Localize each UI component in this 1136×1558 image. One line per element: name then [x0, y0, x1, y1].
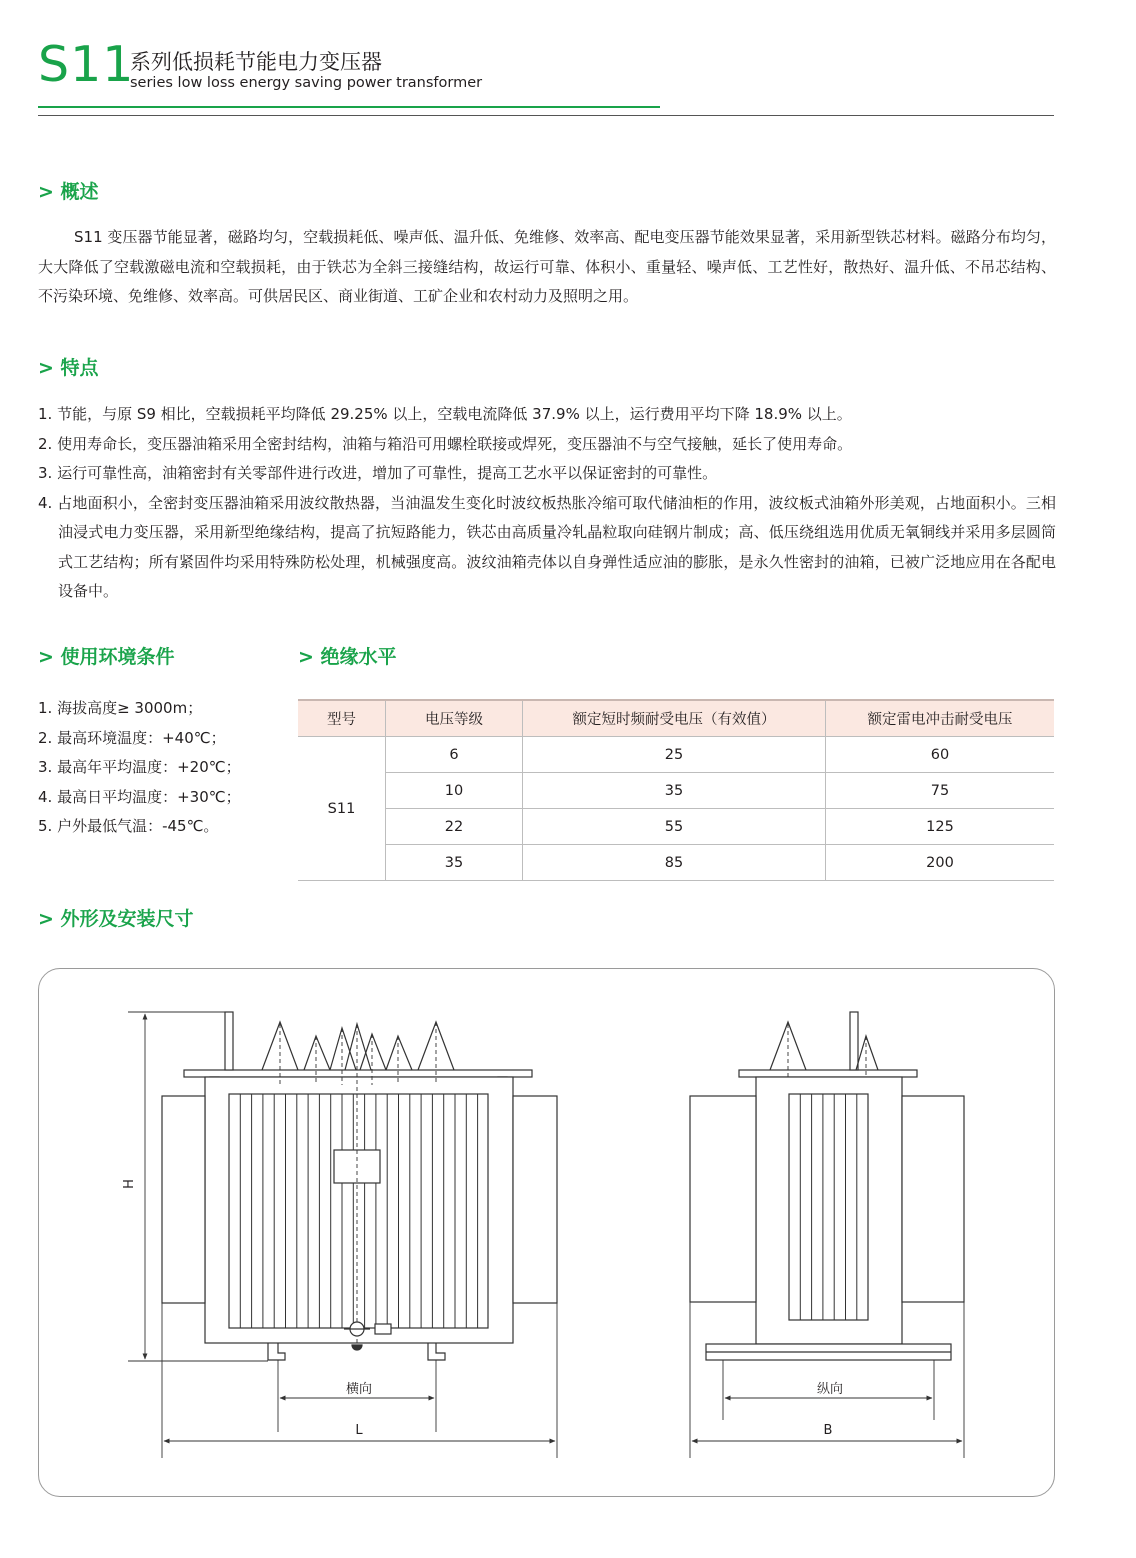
model-number: S11: [38, 36, 135, 93]
overview-heading: > 概述: [38, 181, 99, 203]
table-cell: 75: [826, 773, 1055, 809]
column-header: 型号: [298, 700, 386, 737]
list-item: 1. 海拔高度≥ 3000m；: [38, 699, 203, 717]
table-cell: 35: [523, 773, 826, 809]
table-cell: 10: [386, 773, 523, 809]
list-item: 4. 最高日平均温度：+30℃；: [38, 787, 241, 806]
table-cell: 25: [523, 737, 826, 773]
page-subtitle: series low loss energy saving power transformer: [130, 75, 483, 91]
table-cell: 55: [523, 809, 826, 845]
list-item: 5. 户外最低气温：-45℃。: [38, 817, 219, 835]
table-cell: 6: [386, 737, 523, 773]
dimension-label-b: B: [823, 1423, 833, 1438]
list-item: 2. 使用寿命长，变压器油箱采用全密封结构，油箱与箱沿可用螺栓联接或焊死，变压器油不与空气接触，延长了使用寿命。: [38, 434, 853, 453]
front-view: [128, 1012, 557, 1458]
features-heading: > 特点: [38, 357, 99, 379]
dimension-label-l: L: [355, 1423, 363, 1438]
table-cell-model: S11: [298, 737, 386, 881]
dimension-label-longitudinal: 纵向: [816, 1382, 844, 1397]
page-title: 系列低损耗节能电力变压器: [130, 50, 382, 74]
column-header: 额定短时频耐受电压（有效值）: [523, 700, 826, 737]
table-cell: 22: [386, 809, 523, 845]
insulation-heading: > 绝缘水平: [298, 646, 397, 668]
dimension-label-transverse: 横向: [345, 1382, 373, 1397]
dimensions-heading: > 外形及安装尺寸: [38, 908, 194, 930]
overview-text: S11 变压器节能显著，磁路均匀，空载损耗低、噪声低、温升低、免维修、效率高、配电变压器节能效果显著，采用新型铁芯材料。磁路分布均匀，大大降低了空载激磁电流和空载损耗，由于铁芯为全斜三接缝结构，故运行可靠、体积小、重量轻、噪声低、工艺性好，散热好、温升低、不吊芯结构、不污染环境、免维修、效率高。可供居民区、商业街道、工矿企业和农村动力及照明之用。: [38, 228, 1056, 305]
list-item: 4. 占地面积小，全密封变压器油箱采用波纹散热器，当油温发生变化时波纹板热胀冷缩可取代储油柜的作用，波纹板式油箱外形美观，占地面积小。三相油浸式电力变压器，采用新型绝缘结构，提高了抗短路能力，铁芯由高质量冷轧晶粒取向硅钢片制成；高、低压绕组选用优质无氧铜线并采用多层圆筒式工艺结构；所有紧固件均采用特殊防松处理，机械强度高。波纹油箱壳体以自身弹性适应油的膨胀，是永久性密封的油箱，已被广泛地应用在各配电设备中。: [38, 493, 1056, 600]
list-item: 3. 最高年平均温度：+20℃；: [38, 758, 241, 776]
list-item: 1. 节能，与原 S9 相比，空载损耗平均降低 29.25% 以上，空载电流降低 37.9% 以上，运行费用平均下降 18.9% 以上。: [38, 405, 852, 423]
list-item: 2. 最高环境温度：+40℃；: [38, 728, 226, 747]
table-cell: 200: [826, 845, 1055, 881]
table-cell: 60: [826, 737, 1055, 773]
table-cell: 35: [386, 845, 523, 881]
column-header: 额定雷电冲击耐受电压: [826, 700, 1055, 737]
table-cell: 85: [523, 845, 826, 881]
table-cell: 125: [826, 809, 1055, 845]
dimension-label-h: H: [122, 1179, 137, 1189]
environment-heading: > 使用环境条件: [38, 646, 175, 668]
list-item: 3. 运行可靠性高，油箱密封有关零部件进行改进，增加了可靠性，提高工艺水平以保证密封的可靠性。: [38, 464, 718, 482]
column-header: 电压等级: [386, 700, 523, 737]
